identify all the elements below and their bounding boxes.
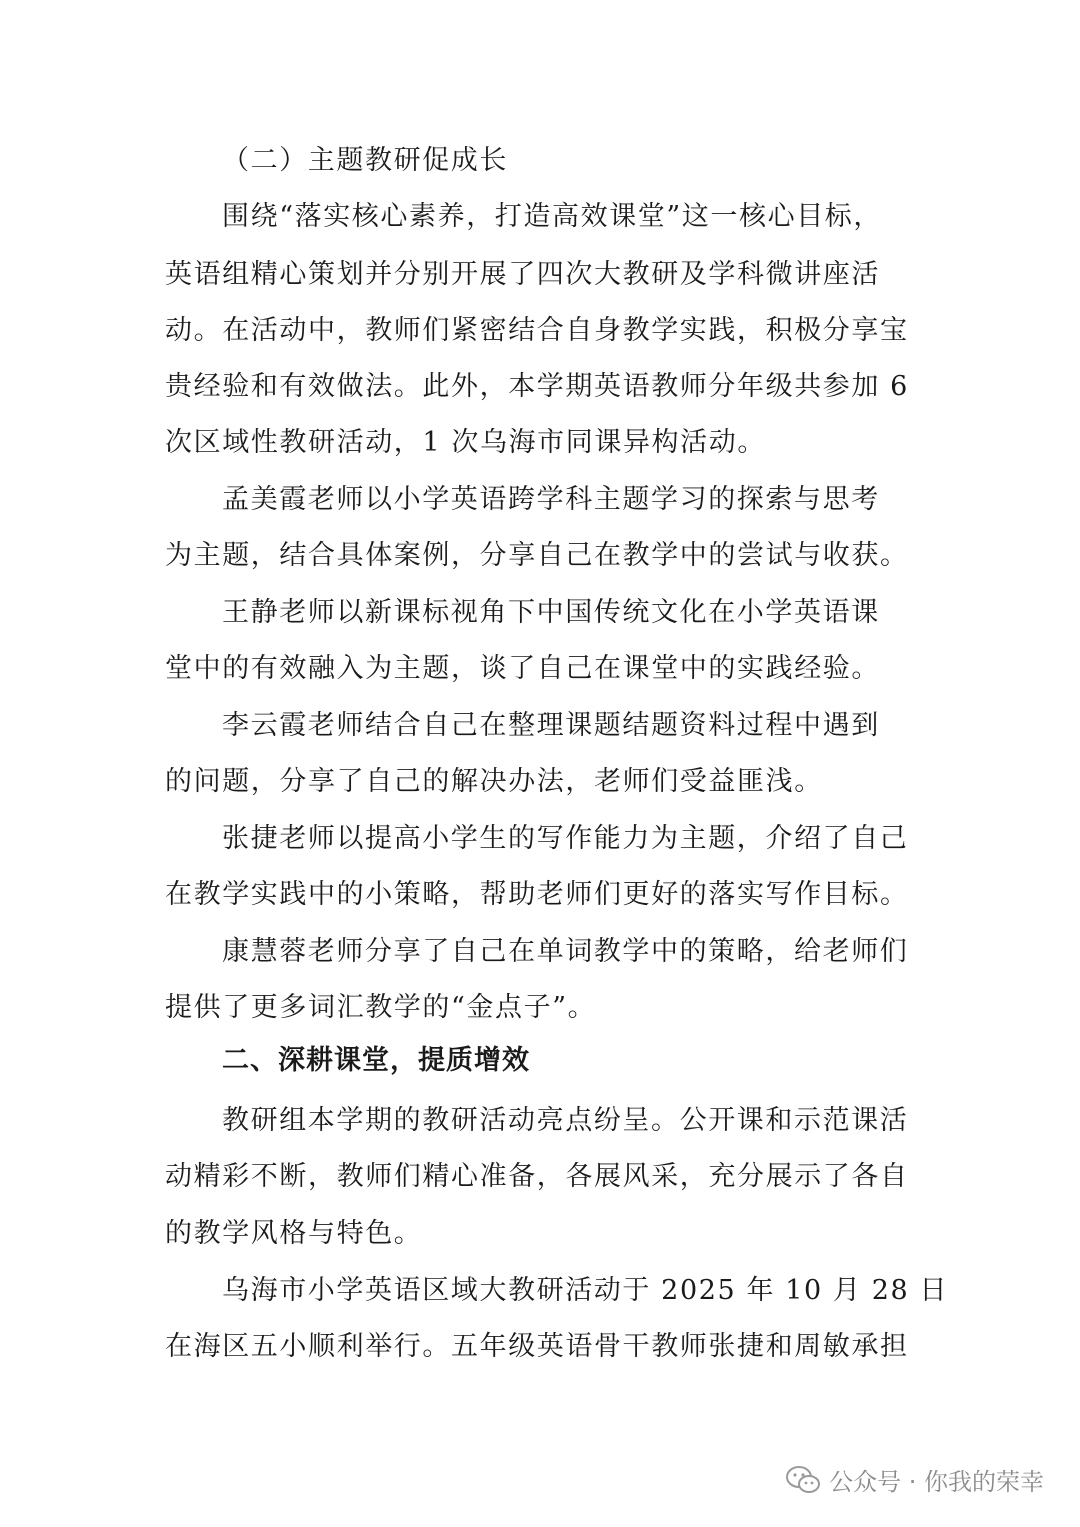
paragraph-line: 李云霞老师结合自己在整理课题结题资料过程中遇到 bbox=[222, 710, 880, 741]
paragraph-line: 张捷老师以提高小学生的写作能力为主题，介绍了自己 bbox=[222, 823, 909, 854]
paragraph-line: 的教学风格与特色。 bbox=[165, 1218, 423, 1249]
paragraph-line: 在教学实践中的小策略，帮助老师们更好的落实写作目标。 bbox=[165, 879, 909, 910]
paragraph-line: 康慧蓉老师分享了自己在单词教学中的策略，给老师们 bbox=[222, 936, 909, 967]
paragraph-line: 教研组本学期的教研活动亮点纷呈。公开课和示范课活 bbox=[222, 1105, 909, 1136]
paragraph-line: 次区域性教研活动，1 次乌海市同课异构活动。 bbox=[165, 427, 766, 458]
paragraph-line: 的问题，分享了自己的解决办法，老师们受益匪浅。 bbox=[165, 766, 823, 797]
paragraph-line: 动精彩不断，教师们精心准备，各展风采，充分展示了各自 bbox=[165, 1161, 909, 1192]
paragraph-line: 动。在活动中，教师们紧密结合自身教学实践，积极分享宝 bbox=[165, 315, 909, 346]
watermark bbox=[785, 1462, 1044, 1497]
paragraph-line: 在海区五小顺利举行。五年级英语骨干教师张捷和周敏承担 bbox=[165, 1331, 909, 1362]
paragraph-line: 贵经验和有效做法。此外，本学期英语教师分年级共参加 6 bbox=[165, 371, 909, 402]
paragraph-line: 为主题，结合具体案例，分享自己在教学中的尝试与收获。 bbox=[165, 540, 909, 571]
paragraph-line: 英语组精心策划并分别开展了四次大教研及学科微讲座活 bbox=[165, 259, 880, 290]
paragraph-line: 孟美霞老师以小学英语跨学科主题学习的探索与思考 bbox=[222, 484, 880, 515]
paragraph-line: 王静老师以新课标视角下中国传统文化在小学英语课 bbox=[222, 597, 880, 628]
wechat-icon bbox=[785, 1465, 821, 1495]
paragraph-line: 提供了更多词汇教学的“金点子”。 bbox=[165, 992, 597, 1023]
paragraph-line: 堂中的有效融入为主题，谈了自己在课堂中的实践经验。 bbox=[165, 653, 880, 684]
paragraph-line: 围绕“落实核心素养，打造高效课堂”这一核心目标， bbox=[222, 201, 883, 232]
watermark-text: 公众号 · 你我的荣幸 bbox=[829, 1468, 1044, 1496]
paragraph-line: 乌海市小学英语区域大教研活动于 2025 年 10 月 28 日 bbox=[222, 1275, 949, 1306]
section-heading: 二、深耕课堂，提质增效 bbox=[222, 1045, 530, 1076]
section-subheading: （二）主题教研促成长 bbox=[222, 145, 508, 176]
